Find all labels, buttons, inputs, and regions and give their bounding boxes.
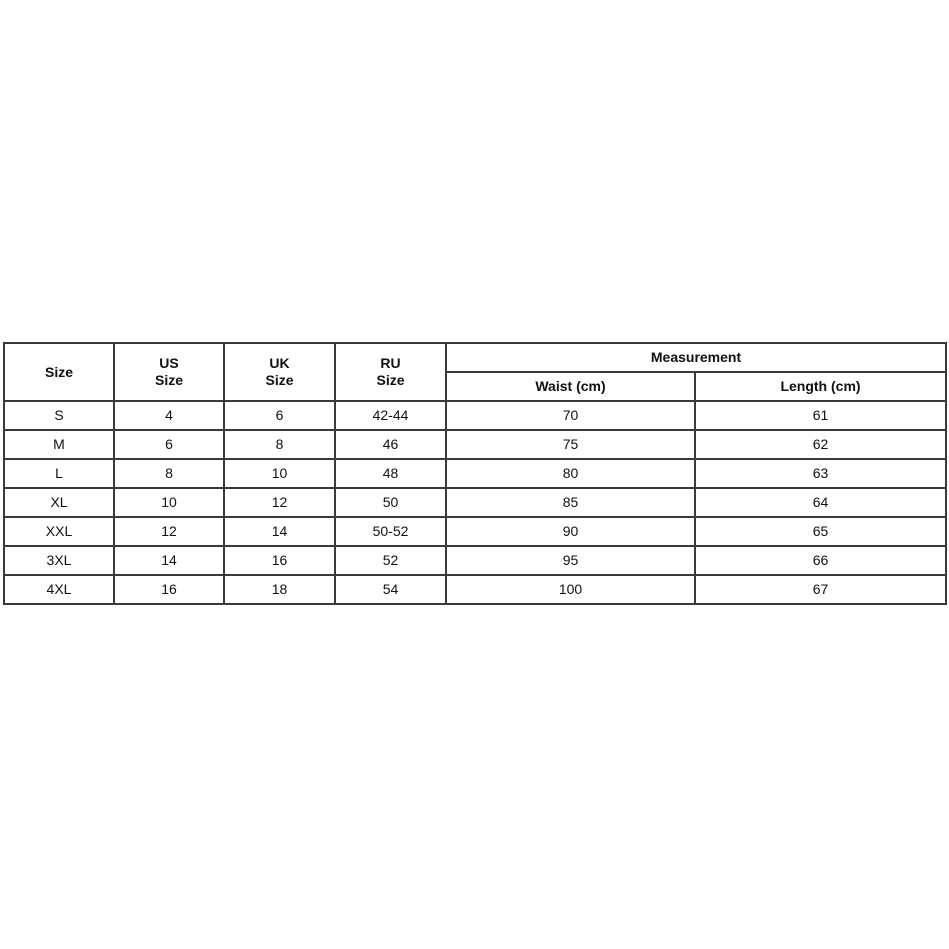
header-ru-line2: Size	[376, 372, 405, 388]
table-row	[4, 575, 946, 604]
header-length: Length (cm)	[695, 372, 946, 401]
cell-waist: 100	[446, 575, 695, 604]
header-size	[4, 343, 114, 401]
header-measurement: Measurement	[446, 343, 946, 372]
header-uk-line1: UK	[269, 355, 290, 371]
cell-size: XL	[4, 488, 114, 517]
table-row	[4, 488, 946, 517]
header-us-line1: US	[159, 355, 179, 371]
cell-uk-size: 8	[224, 430, 335, 459]
header-size-label: Size	[44, 363, 73, 380]
cell-uk-size: 18	[224, 575, 335, 604]
cell-ru-size: 48	[335, 459, 446, 488]
cell-us-size: 14	[114, 546, 224, 575]
cell-length: 64	[695, 488, 946, 517]
cell-size: S	[4, 401, 114, 430]
cell-length: 62	[695, 430, 946, 459]
cell-length: 65	[695, 517, 946, 546]
cell-ru-size: 46	[335, 430, 446, 459]
cell-uk-size: 14	[224, 517, 335, 546]
header-ru-line1: RU	[380, 355, 401, 371]
header-us-size	[114, 343, 224, 401]
cell-waist: 80	[446, 459, 695, 488]
cell-size: M	[4, 430, 114, 459]
cell-waist: 75	[446, 430, 695, 459]
table-header	[4, 343, 946, 401]
cell-length: 63	[695, 459, 946, 488]
cell-ru-size: 42-44	[335, 401, 446, 430]
cell-size: 4XL	[4, 575, 114, 604]
cell-us-size: 12	[114, 517, 224, 546]
cell-waist: 85	[446, 488, 695, 517]
cell-waist: 90	[446, 517, 695, 546]
header-ru-size	[335, 343, 446, 401]
cell-length: 61	[695, 401, 946, 430]
header-us-line2: Size	[154, 372, 183, 388]
cell-length: 67	[695, 575, 946, 604]
table-row	[4, 430, 946, 459]
cell-size: 3XL	[4, 546, 114, 575]
table-row	[4, 459, 946, 488]
cell-waist: 70	[446, 401, 695, 430]
cell-us-size: 4	[114, 401, 224, 430]
cell-us-size: 6	[114, 430, 224, 459]
cell-us-size: 16	[114, 575, 224, 604]
cell-uk-size: 16	[224, 546, 335, 575]
header-waist: Waist (cm)	[446, 372, 695, 401]
cell-uk-size: 6	[224, 401, 335, 430]
table-row	[4, 517, 946, 546]
cell-us-size: 10	[114, 488, 224, 517]
size-chart-table	[3, 342, 947, 605]
header-uk-line2: Size	[265, 372, 294, 388]
cell-uk-size: 10	[224, 459, 335, 488]
cell-us-size: 8	[114, 459, 224, 488]
cell-waist: 95	[446, 546, 695, 575]
cell-length: 66	[695, 546, 946, 575]
cell-uk-size: 12	[224, 488, 335, 517]
cell-ru-size: 52	[335, 546, 446, 575]
cell-size: XXL	[4, 517, 114, 546]
cell-ru-size: 50	[335, 488, 446, 517]
header-uk-size	[224, 343, 335, 401]
table-row	[4, 401, 946, 430]
cell-ru-size: 50-52	[335, 517, 446, 546]
table-body	[4, 401, 946, 604]
cell-ru-size: 54	[335, 575, 446, 604]
table-row	[4, 546, 946, 575]
cell-size: L	[4, 459, 114, 488]
header-row-top	[4, 343, 946, 372]
